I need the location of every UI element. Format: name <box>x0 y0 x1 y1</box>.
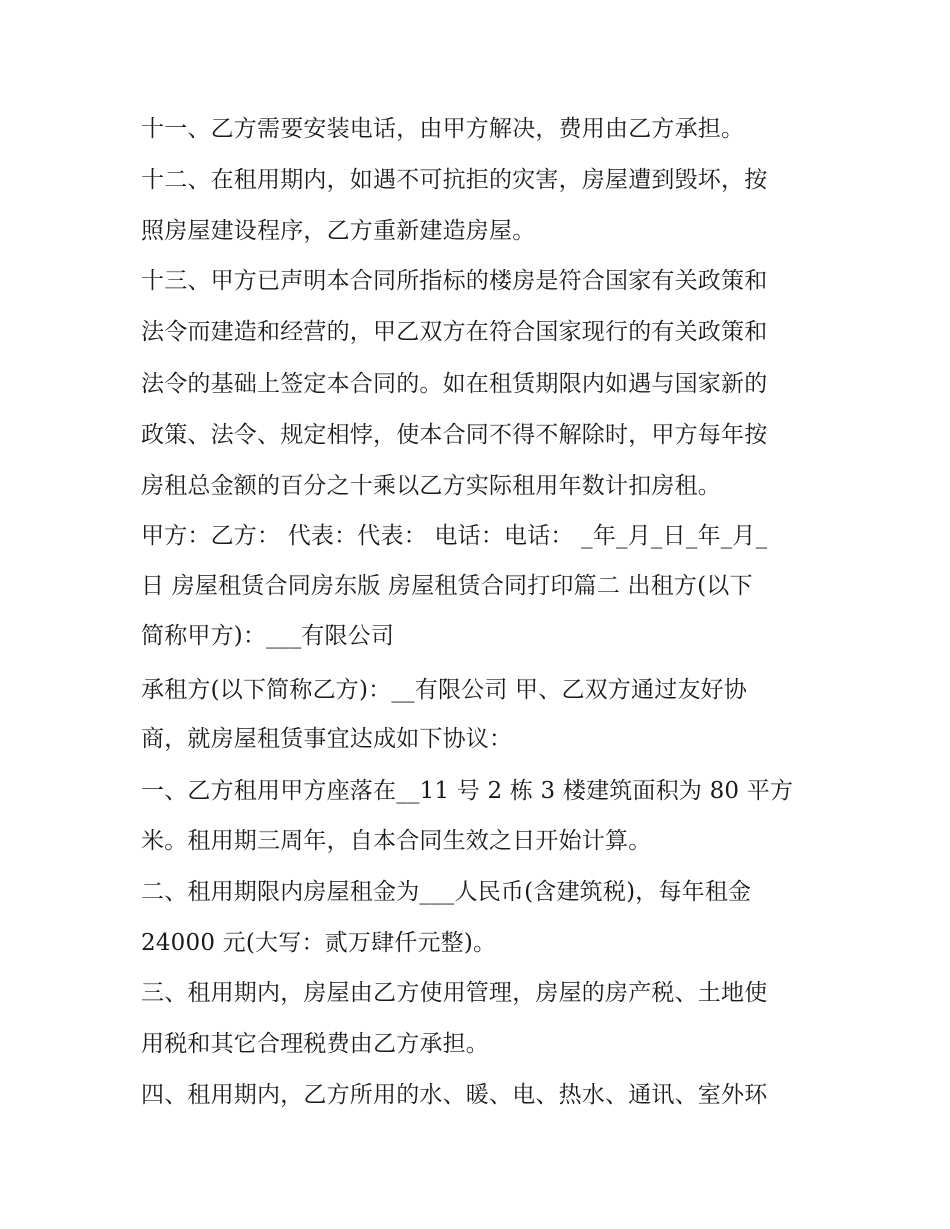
text-line: 承租方(以下简称乙方)：__有限公司 甲、乙双方通过友好协 <box>141 677 748 703</box>
text-line: 房租总金额的百分之十乘以乙方实际租用年数计扣房租。 <box>141 473 721 499</box>
text-line: 商，就房屋租赁事宜达成如下协议： <box>141 726 513 752</box>
text-line: 一、乙方租用甲方座落在__11 号 2 栋 3 楼建筑面积为 80 平方 <box>141 778 794 804</box>
text-line: 米。租用期三周年，自本合同生效之日开始计算。 <box>141 828 652 854</box>
text-line: 甲方：乙方： 代表：代表： 电话：电话： _年_月_日_年_月_ <box>141 523 768 549</box>
text-line: 三、租用期内，房屋由乙方使用管理，房屋的房产税、土地使 <box>141 980 768 1006</box>
text-line: 四、租用期内，乙方所用的水、暖、电、热水、通讯、室外环 <box>141 1082 768 1108</box>
text-line: 照房屋建设程序，乙方重新建造房屋。 <box>141 218 536 244</box>
text-line: 法令的基础上签定本合同的。如在租赁期限内如遇与国家新的 <box>141 371 768 397</box>
text-line: 十一、乙方需要安装电话，由甲方解决，费用由乙方承担。 <box>141 116 745 142</box>
text-line: 用税和其它合理税费由乙方承担。 <box>141 1031 489 1057</box>
text-line: 24000 元(大写：贰万肆仟元整)。 <box>141 930 497 956</box>
text-line: 法令而建造和经营的，甲乙双方在符合国家现行的有关政策和 <box>141 319 768 345</box>
text-line: 政策、法令、规定相悖，使本合同不得不解除时，甲方每年按 <box>141 422 768 448</box>
text-line: 十二、在租用期内，如遇不可抗拒的灾害，房屋遭到毁坏，按 <box>141 167 768 193</box>
text-line: 简称甲方)：___有限公司 <box>141 623 395 649</box>
text-line: 日 房屋租赁合同房东版 房屋租赁合同打印篇二 出租方(以下 <box>141 573 753 599</box>
text-line: 十三、甲方已声明本合同所指标的楼房是符合国家有关政策和 <box>141 268 768 294</box>
text-line: 二、租用期限内房屋租金为___人民币(含建筑税)，每年租金 <box>141 879 752 905</box>
